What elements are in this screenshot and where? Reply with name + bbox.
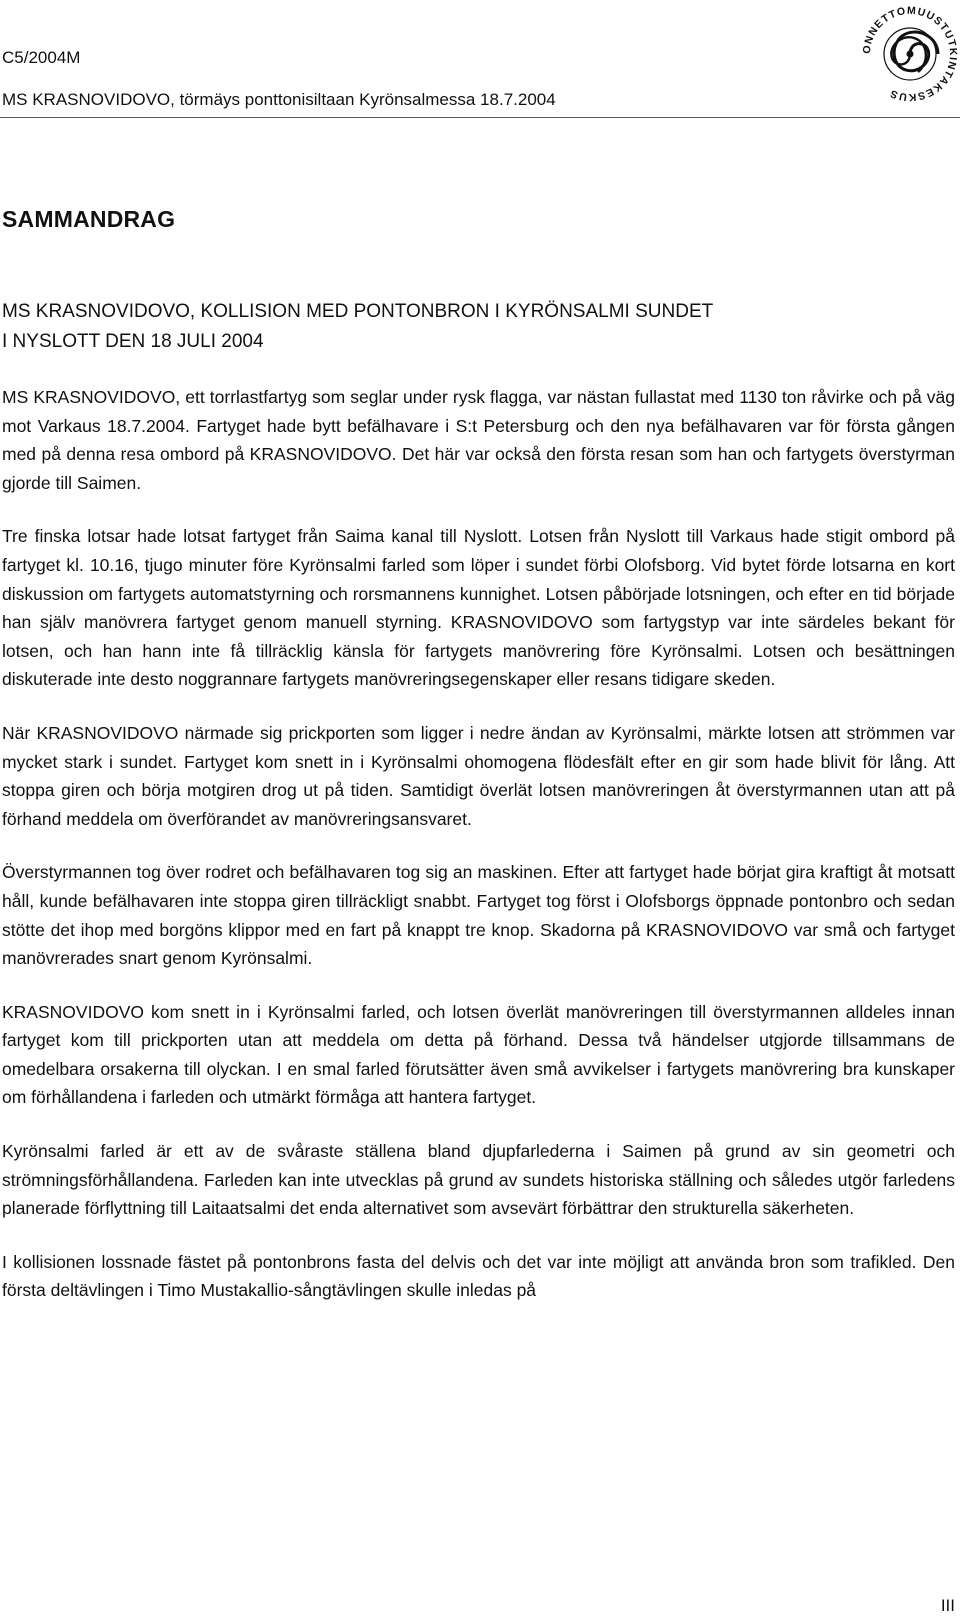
page-number: III [940, 1596, 955, 1615]
summary-heading: SAMMANDRAG [2, 206, 176, 232]
summary-subtitle-line-2: I NYSLOTT DEN 18 JULI 2004 [2, 331, 264, 352]
paragraph-4: Överstyrmannen tog över rodret och befälhavaren tog sig an maskinen. Efter att fartyget hade börjat gira kraftigt åt motsatt håll, kunde befälhavaren inte stoppa giren tillräckligt snabbt. Fartyget tog först i Olofsborgs öppnade pontonbro och sedan stötte det ihop med borgöns klippor med en fart på knappt tre knop. Skadorna på KRASNOVIDOVO var små och fartyget manövrerades snart genom Kyrönsalmi. [2, 862, 955, 969]
summary-subtitle [2, 297, 957, 357]
paragraph-1: MS KRASNOVIDOVO, ett torrlastfartyg som seglar under rysk flagga, var nästan fullastat med 1130 ton råvirke och på väg mot Varkaus 18.7.2004. Fartyget hade bytt befälhavare i S:t Petersburg och den nya befälhavaren var för första gången med på denna resa ombord på KRASNOVIDOVO. Det här var också den första resan som han och fartygets överstyrman gjorde till Saimen. [2, 387, 955, 493]
paragraph-3: När KRASNOVIDOVO närmade sig prickporten som ligger i nedre ändan av Kyrönsalmi, märkte lotsen att strömmen var mycket stark i sundet. Fartyget kom snett in i Kyrönsalmi ohomogena flödesfält efter en gir som hade blivit för lång. Att stoppa giren och börja motgiren drog ut på tiden. Samtidigt överlät lotsen manövreringen åt överstyrmannen utan att på förhand meddela om överförandet av manövreringsansvaret. [2, 722, 955, 829]
document-code: C5/2004M [2, 48, 81, 67]
paragraph-5: KRASNOVIDOVO kom snett in i Kyrönsalmi farled, och lotsen överlät manövreringen till överstyrmannen alldeles innan fartyget kom till prickporten utan att meddela om detta på förhand. Dessa två händelser utgjorde tillsammans de omedelbara orsakerna till olyckan. I en smal farled förutsätter även små avvikelser i fartygets manövrering bra kunskaper om förhållandena i farleden och utmärkt förmåga att hantera fartyget. [2, 1001, 955, 1108]
summary-subtitle-line-1: MS KRASNOVIDOVO, KOLLISION MED PONTONBRON I KYRÖNSALMI SUNDET [2, 301, 714, 322]
summary-body [2, 383, 955, 1305]
header-divider [0, 117, 960, 118]
paragraph-7: I kollisionen lossnade fästet på pontonbrons fasta del delvis och det var inte möjligt att använda bron som trafikled. Den första deltävlingen i Timo Mustakallio-sångtävlingen skulle inledas på [2, 1251, 955, 1301]
svg-text:ONNETTOMUUSTUTKINTAKESKUS: ONNETTOMUUSTUTKINTAKESKUS [860, 4, 960, 104]
page-header [0, 0, 960, 118]
paragraph-6: Kyrönsalmi farled är ett av de svåraste ställena bland djupfarlederna i Saimen på grund av sin geometri och strömningsförhållandena. Farleden kan inte utvecklas på grund av sundets historiska ställning och således utgör farledens planerade förflyttning till Laitaatsalmi det enda alternativet som avsevärt förbättrar den strukturella säkerheten. [2, 1141, 955, 1219]
agency-seal-logo [858, 2, 960, 106]
document-title: MS KRASNOVIDOVO, törmäys ponttonisiltaan Kyrönsalmessa 18.7.2004 [2, 90, 556, 109]
paragraph-2: Tre finska lotsar hade lotsat fartyget från Saima kanal till Nyslott. Lotsen från Nyslott till Varkaus hade stigit ombord på fartyget kl. 10.16, tjugo minuter före Kyrönsalmi farled som löper i sundet förbi Olofsborg. Vid bytet förde lotsarna en kort diskussion om fartygets automatstyrning och rorsmannens kunnighet. Lotsen påbörjade lotsningen, och efter en tid började han själv manövrera fartyget genom manuell styrning. KRASNOVIDOVO som fartygstyp var inte särdeles bekant för lotsen, och han hann inte få tillräcklig känsla för fartygets manövrering före Kyrönsalmi. Lotsen och besättningen diskuterade inte desto noggrannare fartygets manövreringsegenskaper eller resans tidigare skeden. [2, 526, 955, 690]
seal-spiral-icon [884, 28, 938, 80]
